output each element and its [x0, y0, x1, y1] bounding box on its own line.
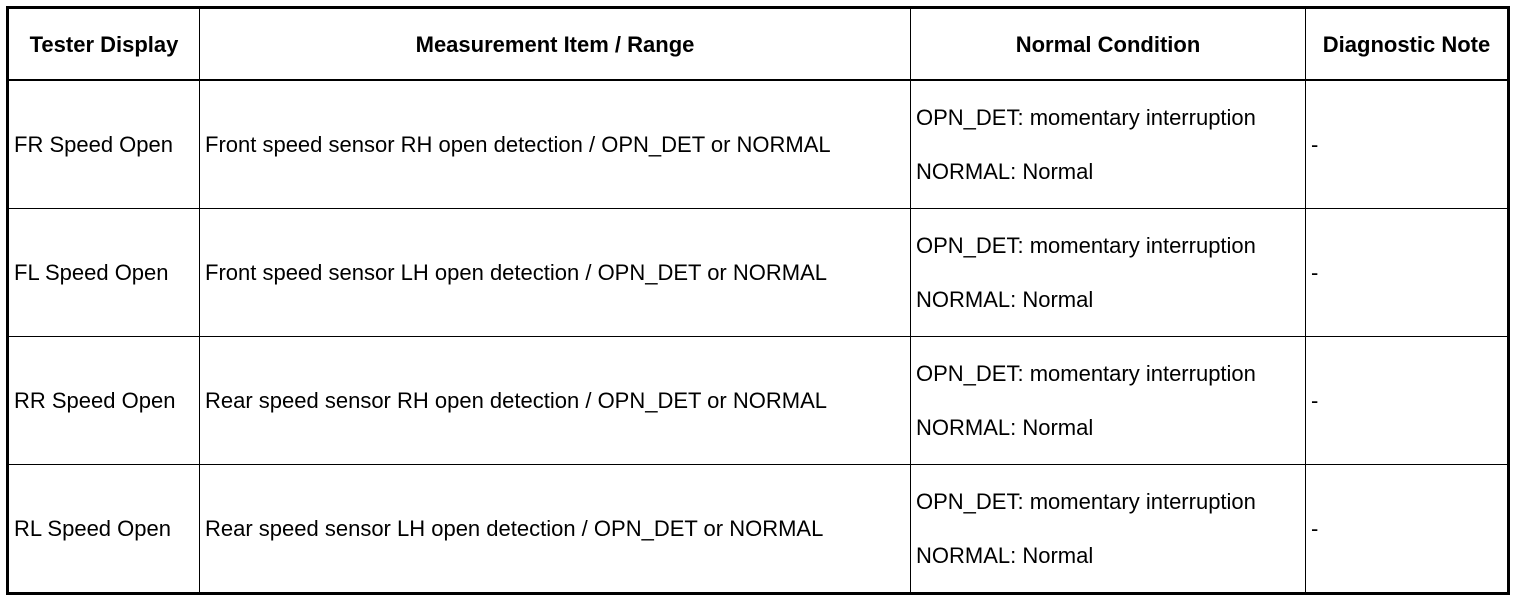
condition-opn-det: OPN_DET: momentary interruption [916, 361, 1256, 386]
header-diagnostic-note: Diagnostic Note [1306, 8, 1509, 81]
tester-display-cell: FL Speed Open [8, 209, 200, 337]
normal-condition-cell [911, 209, 1306, 337]
measurement-cell: Rear speed sensor RH open detection / OPN_DET or NORMAL [200, 337, 911, 465]
condition-opn-det: OPN_DET: momentary interruption [916, 489, 1256, 514]
header-row [8, 8, 1509, 81]
measurement-cell: Rear speed sensor LH open detection / OPN_DET or NORMAL [200, 465, 911, 594]
table-row [8, 209, 1509, 337]
table-row [8, 80, 1509, 209]
condition-spacer [916, 388, 1300, 413]
tester-display-cell: FR Speed Open [8, 80, 200, 209]
table-header [8, 8, 1509, 81]
header-measurement-item: Measurement Item / Range [200, 8, 911, 81]
measurement-cell: Front speed sensor LH open detection / OPN_DET or NORMAL [200, 209, 911, 337]
diagnostic-note-cell: - [1306, 337, 1509, 465]
measurement-cell: Front speed sensor RH open detection / OPN_DET or NORMAL [200, 80, 911, 209]
header-normal-condition: Normal Condition [911, 8, 1306, 81]
normal-condition-cell [911, 465, 1306, 594]
table-row [8, 337, 1509, 465]
condition-normal: NORMAL: Normal [916, 287, 1094, 312]
condition-opn-det: OPN_DET: momentary interruption [916, 105, 1256, 130]
condition-spacer [916, 516, 1300, 541]
table-row [8, 465, 1509, 594]
condition-normal: NORMAL: Normal [916, 415, 1094, 440]
tester-display-cell: RR Speed Open [8, 337, 200, 465]
header-tester-display: Tester Display [8, 8, 200, 81]
condition-spacer [916, 132, 1300, 157]
diagnostic-note-cell: - [1306, 465, 1509, 594]
diagnostic-note-cell: - [1306, 209, 1509, 337]
condition-opn-det: OPN_DET: momentary interruption [916, 233, 1256, 258]
diagnostic-note-cell: - [1306, 80, 1509, 209]
condition-spacer [916, 260, 1300, 285]
condition-normal: NORMAL: Normal [916, 159, 1094, 184]
table-body [8, 80, 1509, 594]
normal-condition-cell [911, 337, 1306, 465]
tester-display-cell: RL Speed Open [8, 465, 200, 594]
data-list-table [6, 6, 1510, 595]
normal-condition-cell [911, 80, 1306, 209]
condition-normal: NORMAL: Normal [916, 543, 1094, 568]
